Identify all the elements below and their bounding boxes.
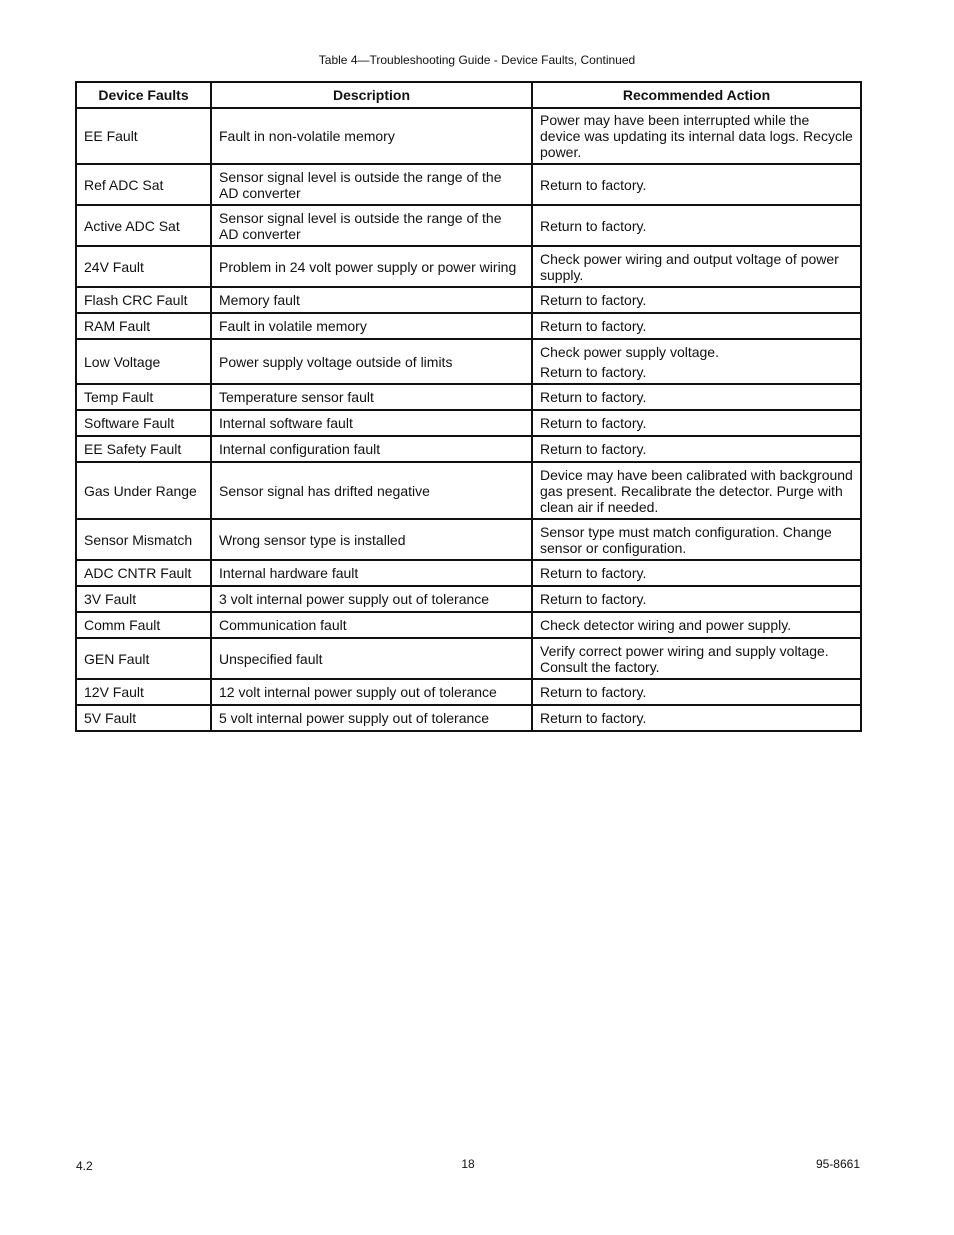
fault-name-cell: Active ADC Sat — [76, 205, 211, 246]
recommended-action-text: Return to factory. — [540, 684, 647, 700]
fault-description-cell: Sensor signal has drifted negative — [211, 462, 532, 519]
recommended-action-cell — [532, 612, 861, 638]
recommended-action-cell — [532, 384, 861, 410]
recommended-action-text: Return to factory. — [540, 591, 647, 607]
recommended-action-cell — [532, 560, 861, 586]
fault-description-cell: Sensor signal level is outside the range of the AD converter — [211, 205, 532, 246]
fault-name-cell: EE Fault — [76, 108, 211, 164]
table-body — [76, 108, 861, 731]
recommended-action-text: Verify correct power wiring and supply voltage. Consult the factory. — [540, 642, 829, 675]
recommended-action-cell — [532, 287, 861, 313]
recommended-action-text: Check power supply voltage. — [540, 343, 719, 360]
recommended-action-text: Return to factory. — [540, 415, 647, 431]
fault-name-cell: EE Safety Fault — [76, 436, 211, 462]
table-row — [76, 586, 861, 612]
fault-name-cell: Temp Fault — [76, 384, 211, 410]
fault-description-cell: Fault in volatile memory — [211, 313, 532, 339]
fault-description-cell: Temperature sensor fault — [211, 384, 532, 410]
table-row — [76, 462, 861, 519]
recommended-action-text: Return to factory. — [540, 217, 647, 234]
recommended-action-cell — [532, 205, 861, 246]
table-row — [76, 638, 861, 679]
table-row — [76, 612, 861, 638]
recommended-action-cell — [532, 436, 861, 462]
table-row — [76, 164, 861, 205]
recommended-action-cell — [532, 705, 861, 731]
fault-name-cell: Gas Under Range — [76, 462, 211, 519]
table-row — [76, 205, 861, 246]
fault-description-cell: Internal hardware fault — [211, 560, 532, 586]
recommended-action-cell — [532, 246, 861, 287]
fault-name-cell: Flash CRC Fault — [76, 287, 211, 313]
fault-description-cell: Fault in non-volatile memory — [211, 108, 532, 164]
revision-number: 4.2 — [76, 1159, 93, 1173]
recommended-action-text: Return to factory. — [540, 176, 647, 193]
table-caption: Table 4—Troubleshooting Guide - Device Faults, Continued — [318, 53, 636, 67]
table-row — [76, 313, 861, 339]
recommended-action-text: Return to factory. — [540, 292, 647, 308]
fault-name-cell: Comm Fault — [76, 612, 211, 638]
fault-description-cell: Internal configuration fault — [211, 436, 532, 462]
page-number: 18 — [461, 1157, 475, 1171]
recommended-action-text: Return to factory. — [540, 363, 647, 380]
recommended-action-cell — [532, 313, 861, 339]
fault-name-cell: Software Fault — [76, 410, 211, 436]
fault-description-cell: Power supply voltage outside of limits — [211, 339, 532, 384]
column-header-description: Description — [211, 82, 532, 108]
table-row — [76, 705, 861, 731]
table-row — [76, 436, 861, 462]
fault-name-cell: RAM Fault — [76, 313, 211, 339]
fault-name-cell: Ref ADC Sat — [76, 164, 211, 205]
fault-description-cell: Memory fault — [211, 287, 532, 313]
table-row — [76, 384, 861, 410]
fault-name-cell: GEN Fault — [76, 638, 211, 679]
table-row — [76, 560, 861, 586]
recommended-action-text: Device may have been calibrated with background gas present. Recalibrate the detector. Purge with clean air if needed. — [540, 466, 853, 515]
fault-description-cell: Internal software fault — [211, 410, 532, 436]
recommended-action-cell — [532, 339, 861, 384]
recommended-action-text: Return to factory. — [540, 710, 647, 726]
table-row — [76, 519, 861, 560]
recommended-action-cell — [532, 108, 861, 164]
fault-name-cell: Low Voltage — [76, 339, 211, 384]
fault-name-cell: 3V Fault — [76, 586, 211, 612]
device-faults-table — [75, 81, 862, 732]
recommended-action-text: Check power wiring and output voltage of power supply. — [540, 250, 839, 283]
recommended-action-text: Return to factory. — [540, 389, 647, 405]
table-row — [76, 108, 861, 164]
fault-description-cell: 12 volt internal power supply out of tolerance — [211, 679, 532, 705]
column-header-device-faults: Device Faults — [76, 82, 211, 108]
fault-name-cell: 12V Fault — [76, 679, 211, 705]
fault-name-cell: ADC CNTR Fault — [76, 560, 211, 586]
fault-description-cell: Unspecified fault — [211, 638, 532, 679]
recommended-action-cell — [532, 519, 861, 560]
fault-description-cell: Problem in 24 volt power supply or power wiring — [211, 246, 532, 287]
table-row — [76, 679, 861, 705]
fault-description-cell: 3 volt internal power supply out of tolerance — [211, 586, 532, 612]
fault-name-cell: 5V Fault — [76, 705, 211, 731]
column-header-recommended-action: Recommended Action — [532, 82, 861, 108]
recommended-action-cell — [532, 638, 861, 679]
table-row — [76, 287, 861, 313]
recommended-action-text: Sensor type must match configuration. Change sensor or configuration. — [540, 523, 832, 556]
recommended-action-cell — [532, 462, 861, 519]
recommended-action-text: Return to factory. — [540, 441, 647, 457]
fault-description-cell: Sensor signal level is outside the range of the AD converter — [211, 164, 532, 205]
fault-description-cell: 5 volt internal power supply out of tolerance — [211, 705, 532, 731]
document-number: 95-8661 — [815, 1157, 860, 1171]
recommended-action-text: Check detector wiring and power supply. — [540, 617, 792, 633]
fault-description-cell: Wrong sensor type is installed — [211, 519, 532, 560]
recommended-action-text: Return to factory. — [540, 565, 647, 581]
table-row — [76, 246, 861, 287]
recommended-action-text: Power may have been interrupted while the device was updating its internal data logs. Recycle power. — [540, 112, 853, 160]
recommended-action-cell — [532, 679, 861, 705]
table-row — [76, 410, 861, 436]
recommended-action-text: Return to factory. — [540, 318, 647, 334]
recommended-action-cell — [532, 164, 861, 205]
fault-name-cell: Sensor Mismatch — [76, 519, 211, 560]
fault-description-cell: Communication fault — [211, 612, 532, 638]
recommended-action-cell — [532, 586, 861, 612]
table-header-row — [76, 82, 861, 108]
recommended-action-cell — [532, 410, 861, 436]
fault-name-cell: 24V Fault — [76, 246, 211, 287]
table-row — [76, 339, 861, 384]
